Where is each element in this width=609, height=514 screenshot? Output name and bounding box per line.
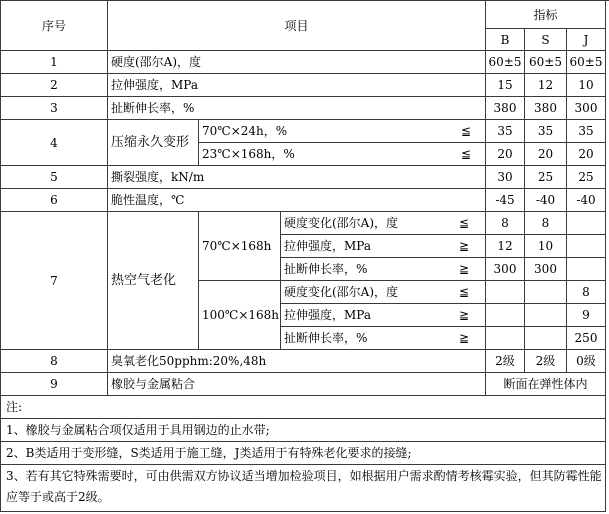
item-label: 臭氧老化50pphm:20%,48h <box>111 354 267 368</box>
item-label: 扯断伸长率，% <box>111 101 195 115</box>
comparison-symbol: ≧ <box>458 239 470 253</box>
value-j: 25 <box>578 170 594 184</box>
sub-item-label: 拉伸强度，MPa <box>284 308 371 322</box>
value-b: 15 <box>497 78 513 92</box>
value-b: 60±5 <box>488 55 522 69</box>
value-b: 380 <box>493 101 517 115</box>
value-s: -40 <box>535 193 556 207</box>
value-b: 30 <box>497 170 513 184</box>
item-label: 拉伸强度，MPa <box>111 78 198 92</box>
comparison-symbol: ≦ <box>460 147 472 161</box>
row-number: 8 <box>50 354 58 368</box>
row-number: 6 <box>50 193 58 207</box>
note-1: 1、橡胶与金属粘合项仅适用于具用钢边的止水带; <box>6 423 270 437</box>
sub-item-label: 硬度变化(邵尔A)，度 <box>284 285 399 299</box>
value-j: 35 <box>578 124 594 138</box>
condition-label: 70℃×24h，% <box>202 124 288 138</box>
item-label: 热空气老化 <box>111 272 177 288</box>
header-serial-number: 序号 <box>41 18 66 33</box>
header-grade-j: J <box>583 32 589 47</box>
row-number: 3 <box>50 101 58 115</box>
value-s: 12 <box>537 78 554 92</box>
value-b: 8 <box>501 216 509 230</box>
value-j: 60±5 <box>569 55 603 69</box>
comparison-symbol: ≦ <box>460 124 472 138</box>
condition-label: 100℃×168h <box>202 308 280 322</box>
row-number: 7 <box>50 273 58 288</box>
value-s: 380 <box>534 101 557 115</box>
header-grade-b: B <box>500 32 510 47</box>
item-label: 橡胶与金属粘合 <box>111 377 196 391</box>
value-b: 2级 <box>495 354 515 368</box>
item-label: 撕裂强度，kN/m <box>111 170 205 184</box>
row-number: 2 <box>50 78 58 92</box>
item-label: 硬度(邵尔A)，度 <box>111 55 202 69</box>
row-number: 4 <box>50 135 58 150</box>
value-b: 20 <box>497 147 513 161</box>
value-b: -45 <box>495 193 515 207</box>
item-label: 压缩永久变形 <box>111 134 190 150</box>
value-s: 300 <box>534 262 557 276</box>
comparison-symbol: ≦ <box>458 285 470 299</box>
notes-title: 注: <box>6 400 23 414</box>
value-s: 35 <box>537 124 554 138</box>
row-number: 9 <box>50 377 58 391</box>
header-index: 指标 <box>533 7 558 22</box>
sub-item-label: 扯断伸长率，% <box>284 331 368 345</box>
row-number: 1 <box>50 55 58 69</box>
value-s: 2级 <box>535 354 556 368</box>
value-j: 8 <box>582 285 590 299</box>
value-s: 25 <box>537 170 554 184</box>
header-item: 项目 <box>284 18 309 33</box>
value-j: -40 <box>576 193 596 207</box>
value-b: 35 <box>497 124 513 138</box>
sub-item-label: 扯断伸长率，% <box>284 262 368 276</box>
value-s: 60±5 <box>529 55 562 69</box>
note-3: 3、若有其它特殊需要时，可由供需双方协议适当增加检验项目，如根据用户需求酌情考核霉实验，但其防霉性能应等于或高于2级。 <box>6 469 602 504</box>
value-s: 10 <box>537 239 554 253</box>
header-grade-s: S <box>541 32 550 47</box>
condition-label: 23℃×168h，% <box>202 147 295 161</box>
sub-item-label: 拉伸强度，MPa <box>284 239 371 253</box>
row-number: 5 <box>50 170 58 184</box>
value-s: 8 <box>541 216 550 230</box>
value-j: 250 <box>574 331 598 345</box>
item-label: 脆性温度，℃ <box>111 193 185 207</box>
value-j: 300 <box>574 101 598 115</box>
sub-item-label: 硬度变化(邵尔A)，度 <box>284 216 399 230</box>
value-merged: 断面在弹性体内 <box>503 377 588 391</box>
value-j: 0级 <box>576 354 596 368</box>
value-j: 9 <box>582 308 590 322</box>
value-s: 20 <box>537 147 554 161</box>
comparison-symbol: ≦ <box>458 216 470 230</box>
value-j: 20 <box>578 147 594 161</box>
value-b: 300 <box>493 262 517 276</box>
comparison-symbol: ≧ <box>458 308 470 322</box>
value-j: 10 <box>578 78 594 92</box>
note-2: 2、B类适用于变形缝，S类适用于施工缝，J类适用于有特殊老化要求的接缝; <box>6 446 412 460</box>
value-b: 12 <box>497 239 513 253</box>
condition-label: 70℃×168h <box>202 239 272 253</box>
comparison-symbol: ≧ <box>458 331 470 345</box>
comparison-symbol: ≧ <box>458 262 470 276</box>
